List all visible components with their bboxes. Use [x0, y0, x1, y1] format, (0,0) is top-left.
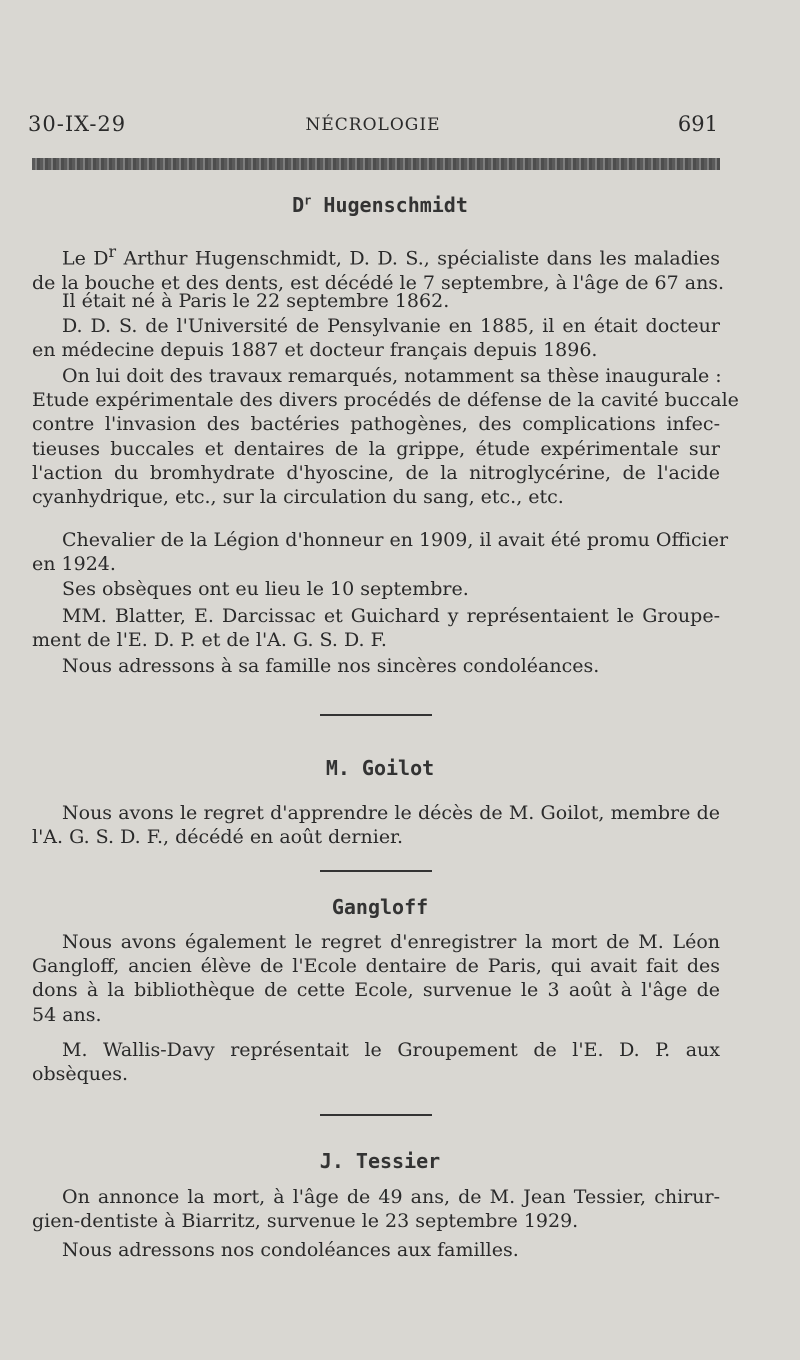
text-line: l'action du bromhydrate d'hyoscine, de la nitroglycérine, de l'acide [32, 461, 720, 484]
text-line: Nous avons également le regret d'enregistrer la mort de M. Léon [62, 931, 720, 953]
text-line: Le $D^r$ Arthur Hugenschmidt, D. D. S., spécialiste dans les maladies [62, 242, 720, 270]
text-line: de la bouche et des dents, est décédé le 7 septembre, à l'âge de 67 ans. [32, 271, 725, 294]
paragraph [32, 1238, 720, 1262]
paragraph [32, 1038, 720, 1086]
text-line: M. Wallis-Davy représentait le Groupement de l'E. D. P. aux [62, 1039, 720, 1061]
text-line: en médecine depuis 1887 et docteur français depuis 1896. [32, 339, 598, 362]
text-line: MM. Blatter, E. Darcissac et Guichard y représentaient le Groupe- [62, 605, 720, 627]
text-line: obsèques. [32, 1063, 129, 1086]
section-separator [320, 1114, 432, 1116]
text-line: l'A. G. S. D. F., décédé en août dernier. [32, 826, 404, 849]
text-line: Il était né à Paris le 22 septembre 1862. [62, 290, 450, 312]
text-line: en 1924. [32, 553, 116, 576]
paragraph [32, 654, 720, 678]
section-title: NÉCROLOGIE [305, 115, 441, 135]
running-head [28, 112, 718, 142]
paragraph [32, 528, 729, 576]
paragraph [32, 801, 720, 849]
text-line: 54 ans. [32, 1003, 102, 1026]
obituary-heading-hugenschmidt: $D^r$ Hugenschmidt [292, 193, 468, 217]
paragraph [32, 577, 720, 601]
text-line: On lui doit des travaux remarqués, notamment sa thèse inaugurale : [62, 365, 722, 387]
text-line: Ses obsèques ont eu lieu le 10 septembre. [62, 578, 469, 600]
text-line: tieuses buccales et dentaires de la grippe, étude expérimentale sur [32, 437, 720, 460]
text-line: Nous adressons à sa famille nos sincères condoléances. [62, 655, 600, 677]
paragraph [32, 604, 720, 652]
text-line: Etude expérimentale des divers procédés de défense de la cavité buccale [32, 389, 739, 412]
text-line: Nous avons le regret d'apprendre le décès de M. Goilot, membre de [62, 802, 720, 824]
paragraph [32, 364, 739, 509]
obituary-heading-tessier: J. Tessier [319, 1149, 441, 1173]
section-separator [320, 870, 432, 872]
paragraph [32, 314, 720, 362]
text-line: dons à la bibliothèque de cette Ecole, survenue le 3 août à l'âge de [32, 979, 720, 1002]
text-line: Nous adressons nos condoléances aux familles. [62, 1239, 519, 1261]
page-number: 691 [677, 112, 718, 136]
text-line: Gangloff, ancien élève de l'Ecole dentaire de Paris, qui avait fait des [32, 955, 720, 978]
text-line: D. D. S. de l'Université de Pensylvanie en 1885, il en était docteur [62, 315, 720, 337]
text-line: On annonce la mort, à l'âge de 49 ans, de M. Jean Tessier, chirur- [62, 1186, 720, 1208]
paragraph [32, 289, 720, 313]
paragraph [32, 930, 720, 1027]
decorative-rule [32, 158, 720, 170]
obituary-heading-goilot: M. Goilot [325, 756, 435, 780]
obituary-heading-gangloff: Gangloff [331, 895, 429, 919]
section-separator [320, 714, 432, 716]
paragraph [32, 240, 725, 295]
text-line: cyanhydrique, etc., sur la circulation du sang, etc., etc. [32, 486, 564, 509]
text-line: ment de l'E. D. P. et de l'A. G. S. D. F. [32, 629, 387, 652]
issue-date: 30-IX-29 [28, 112, 127, 136]
text-line: contre l'invasion des bactéries pathogènes, des complications infec- [32, 413, 720, 436]
paragraph [32, 1185, 720, 1233]
text-line: gien-dentiste à Biarritz, survenue le 23 septembre 1929. [32, 1210, 579, 1233]
text-line: Chevalier de la Légion d'honneur en 1909, il avait été promu Officier [62, 529, 729, 551]
